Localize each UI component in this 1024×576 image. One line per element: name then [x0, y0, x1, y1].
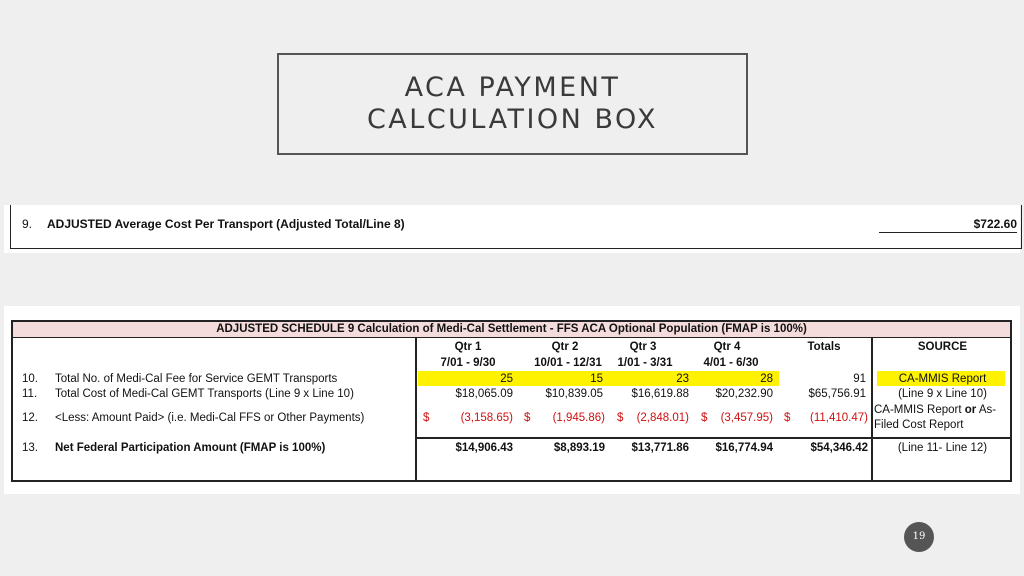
column-divider-source — [871, 338, 873, 480]
row-12-number: 12. — [22, 412, 38, 424]
column-header-qtr1: Qtr 1 — [454, 341, 482, 353]
row-10-qtr2: 15 — [590, 373, 603, 385]
column-range-qtr2: 10/01 - 12/31 — [534, 357, 602, 369]
schedule-panel — [4, 306, 1020, 494]
column-header-qtr4: Qtr 4 — [713, 341, 741, 353]
row-10-qtr1: 25 — [500, 373, 513, 385]
row-12-currency-total: $ — [784, 412, 791, 424]
row-12-source-part-a: CA-MMIS Report — [874, 404, 962, 416]
row-13-label: Net Federal Participation Amount (FMAP is 100%) — [55, 442, 326, 454]
line-9-value: $722.60 — [879, 217, 1017, 233]
row-13-source: (Line 11- Line 12) — [897, 442, 988, 454]
row-10-label: Total No. of Medi-Cal Fee for Service GEMT Transports — [55, 373, 338, 385]
line-9-strip — [4, 205, 1020, 253]
row-13-qtr2: $8,893.19 — [553, 442, 605, 454]
line-9-number: 9. — [22, 217, 33, 231]
line-9-label — [47, 217, 405, 231]
row-13-qtr1: $14,906.43 — [455, 442, 513, 454]
schedule-table — [11, 320, 1012, 482]
total-rule-source — [873, 437, 1010, 439]
row-12-qtr2: (1,945.86) — [552, 412, 605, 424]
row-10-qtr3: 23 — [676, 373, 689, 385]
row-12-qtr4: (3,457.95) — [720, 412, 773, 424]
row-11-number: 11. — [22, 388, 38, 400]
row-13-qtr4: $16,774.94 — [715, 442, 773, 454]
row-11-qtr2: $10,839.05 — [545, 388, 603, 400]
row-13-number: 13. — [22, 442, 38, 454]
row-11-total: $65,756.91 — [808, 388, 866, 400]
row-12-currency-qtr2: $ — [524, 412, 531, 424]
row-12-source-or: or — [964, 404, 977, 416]
column-range-qtr3: 1/01 - 3/31 — [617, 357, 673, 369]
column-divider-left — [415, 338, 417, 480]
row-12-label: <Less: Amount Paid> (i.e. Medi-Cal FFS or Other Payments) — [55, 412, 365, 424]
column-range-qtr1: 7/01 - 9/30 — [440, 357, 496, 369]
row-13-total: $54,346.42 — [810, 442, 868, 454]
row-10-qtr4: 28 — [760, 373, 773, 385]
total-rule — [415, 437, 871, 439]
row-12-currency-qtr4: $ — [701, 412, 708, 424]
row-12-source-line-2: Filed Cost Report — [874, 419, 964, 431]
column-header-qtr3: Qtr 3 — [629, 341, 657, 353]
row-10-total: 91 — [853, 373, 866, 385]
row-12-currency-qtr1: $ — [423, 412, 430, 424]
schedule-heading: ADJUSTED SCHEDULE 9 Calculation of Medi-Cal Settlement - FFS ACA Optional Population (FMAP is 100%) — [13, 322, 1010, 338]
column-header-qtr2: Qtr 2 — [551, 341, 579, 353]
row-11-source: (Line 9 x Line 10) — [898, 388, 987, 400]
row-12-qtr1: (3,158.65) — [460, 412, 513, 424]
row-10-number: 10. — [22, 373, 38, 385]
row-11-qtr4: $20,232.90 — [715, 388, 773, 400]
line-9-label-bold: ADJUSTED — [47, 217, 112, 231]
column-header-totals: Totals — [807, 341, 841, 353]
column-header-source: SOURCE — [917, 341, 968, 353]
row-11-label: Total Cost of Medi-Cal GEMT Transports (Line 9 x Line 10) — [55, 388, 354, 400]
slide-title-box — [277, 53, 748, 155]
page-number-badge: 19 — [904, 522, 934, 552]
row-12-source-part-b: As- — [978, 404, 997, 416]
row-12-total: (11,410.47) — [810, 412, 868, 424]
row-12-source-line-1 — [874, 403, 996, 417]
slide-title-line-1: ACA PAYMENT — [404, 72, 621, 103]
row-12-currency-qtr3: $ — [617, 412, 624, 424]
row-11-qtr1: $18,065.09 — [455, 388, 513, 400]
row-13-qtr3: $13,771.86 — [631, 442, 689, 454]
row-10-source: CA-MMIS Report — [898, 373, 987, 385]
column-range-qtr4: 4/01 - 6/30 — [703, 357, 759, 369]
line-9-label-rest: Average Cost Per Transport (Adjusted Total/Line 8) — [114, 217, 405, 231]
slide-title-line-2: CALCULATION BOX — [366, 104, 659, 135]
row-11-qtr3: $16,619.88 — [631, 388, 689, 400]
row-12-qtr3: (2,848.01) — [636, 412, 689, 424]
